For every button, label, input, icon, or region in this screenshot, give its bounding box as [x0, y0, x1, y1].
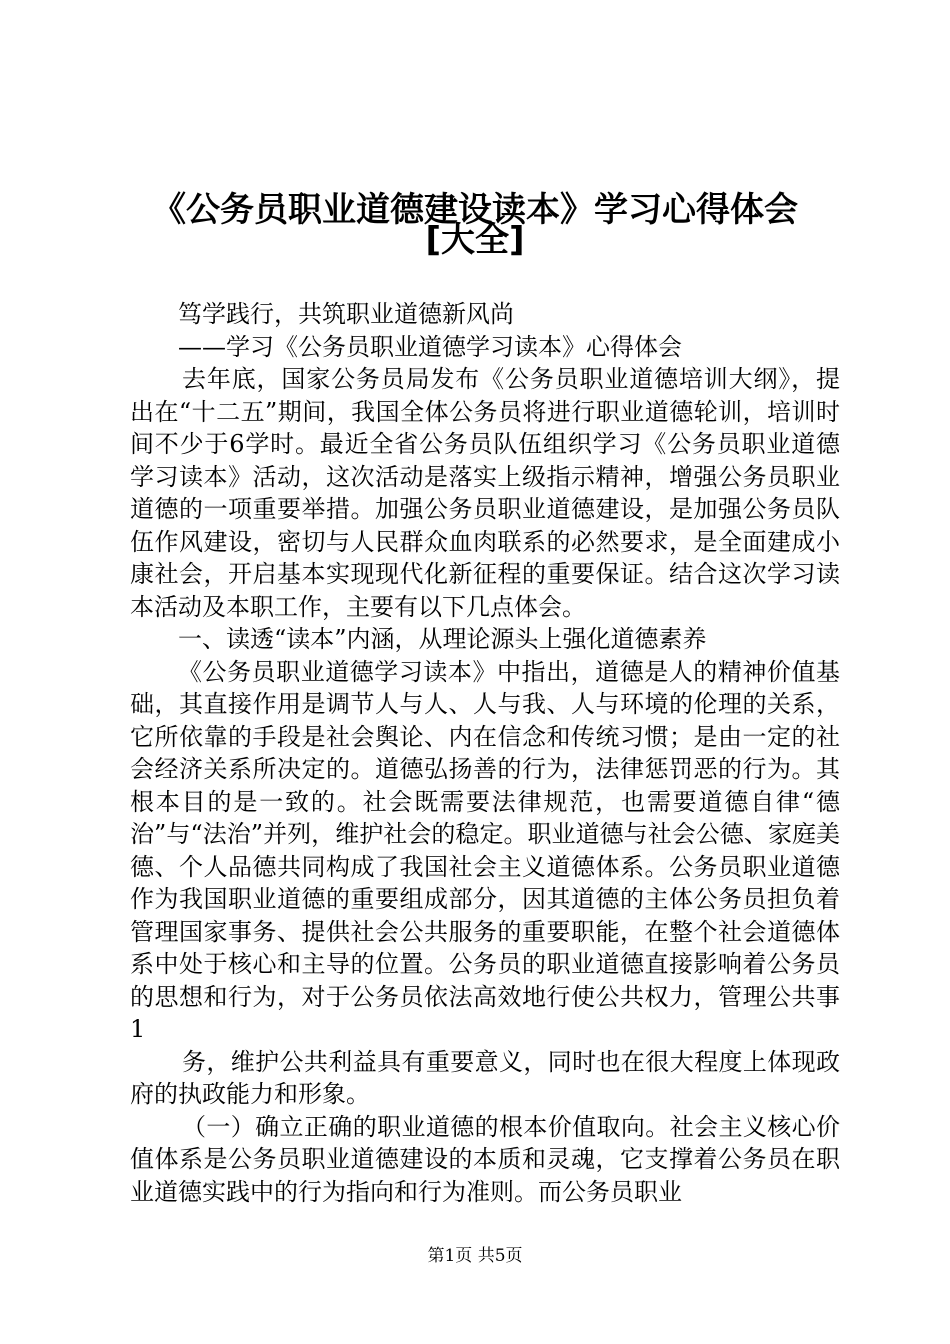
section-heading: 一、读透“读本”内涵，从理论源头上强化道德素养	[178, 625, 707, 653]
body-paragraph: 务，维护公共利益具有重要意义，同时也在很大程度上体现政府的执政能力和形象。	[130, 1047, 840, 1108]
body-paragraph: 《公务员职业道德学习读本》中指出，道德是人的精神价值基础，其直接作用是调节人与人、人与我、人与环境的伦理的关系，它所依靠的手段是社会舆论、内在信念和传统习惯；是由一定的社会经济关系所决定的。道德弘扬善的行为，法律惩罚恶的行为。其根本目的是一致的。社会既需要法律规范，也需要道德自律“德治”与“法治”并列，维护社会的稳定。职业道德与社会公德、家庭美德、个人品德共同构成了我国社会主义道德体系。公务员职业道德作为我国职业道德的重要组成部分，因其道德的主体公务员担负着管理国家事务、提供社会公共服务的重要职能，在整个社会道德体系中处于核心和主导的位置。公务员的职业道德直接影响着公务员的思想和行为，对于公务员依法高效地行使公共权力，管理公共事1	[130, 657, 840, 1043]
body-paragraph: 去年底，国家公务员局发布《公务员职业道德培训大纲》，提出在“十二五”期间，我国全体公务员将进行职业道德轮训，培训时间不少于6学时。最近全省公务员队伍组织学习《公务员职业道德学习读本》活动，这次活动是落实上级指示精神，增强公务员职业道德的一项重要举措。加强公务员职业道德建设，是加强公务员队伍作风建设，密切与人民群众血肉联系的必然要求，是全面建成小康社会，开启基本实现现代化新征程的重要保证。结合这次学习读本活动及本职工作，主要有以下几点体会。	[130, 365, 840, 621]
document-title-suffix: [大全]	[425, 220, 525, 260]
subtitle: 笃学践行，共筑职业道德新风尚	[178, 300, 514, 328]
document-title: 《公务员职业道德建设读本》学习心得体会	[152, 190, 798, 230]
document-body	[130, 298, 840, 1208]
body-paragraph: （一）确立正确的职业道德的根本价值取向。社会主义核心价值体系是公务员职业道德建设的本质和灵魂，它支撑着公务员在职业道德实践中的行为指向和行为准则。而公务员职业	[130, 1112, 840, 1206]
subtitle-secondary: ——学习《公务员职业道德学习读本》心得体会	[178, 332, 682, 361]
page-footer: 第1页 共5页	[427, 1246, 523, 1266]
